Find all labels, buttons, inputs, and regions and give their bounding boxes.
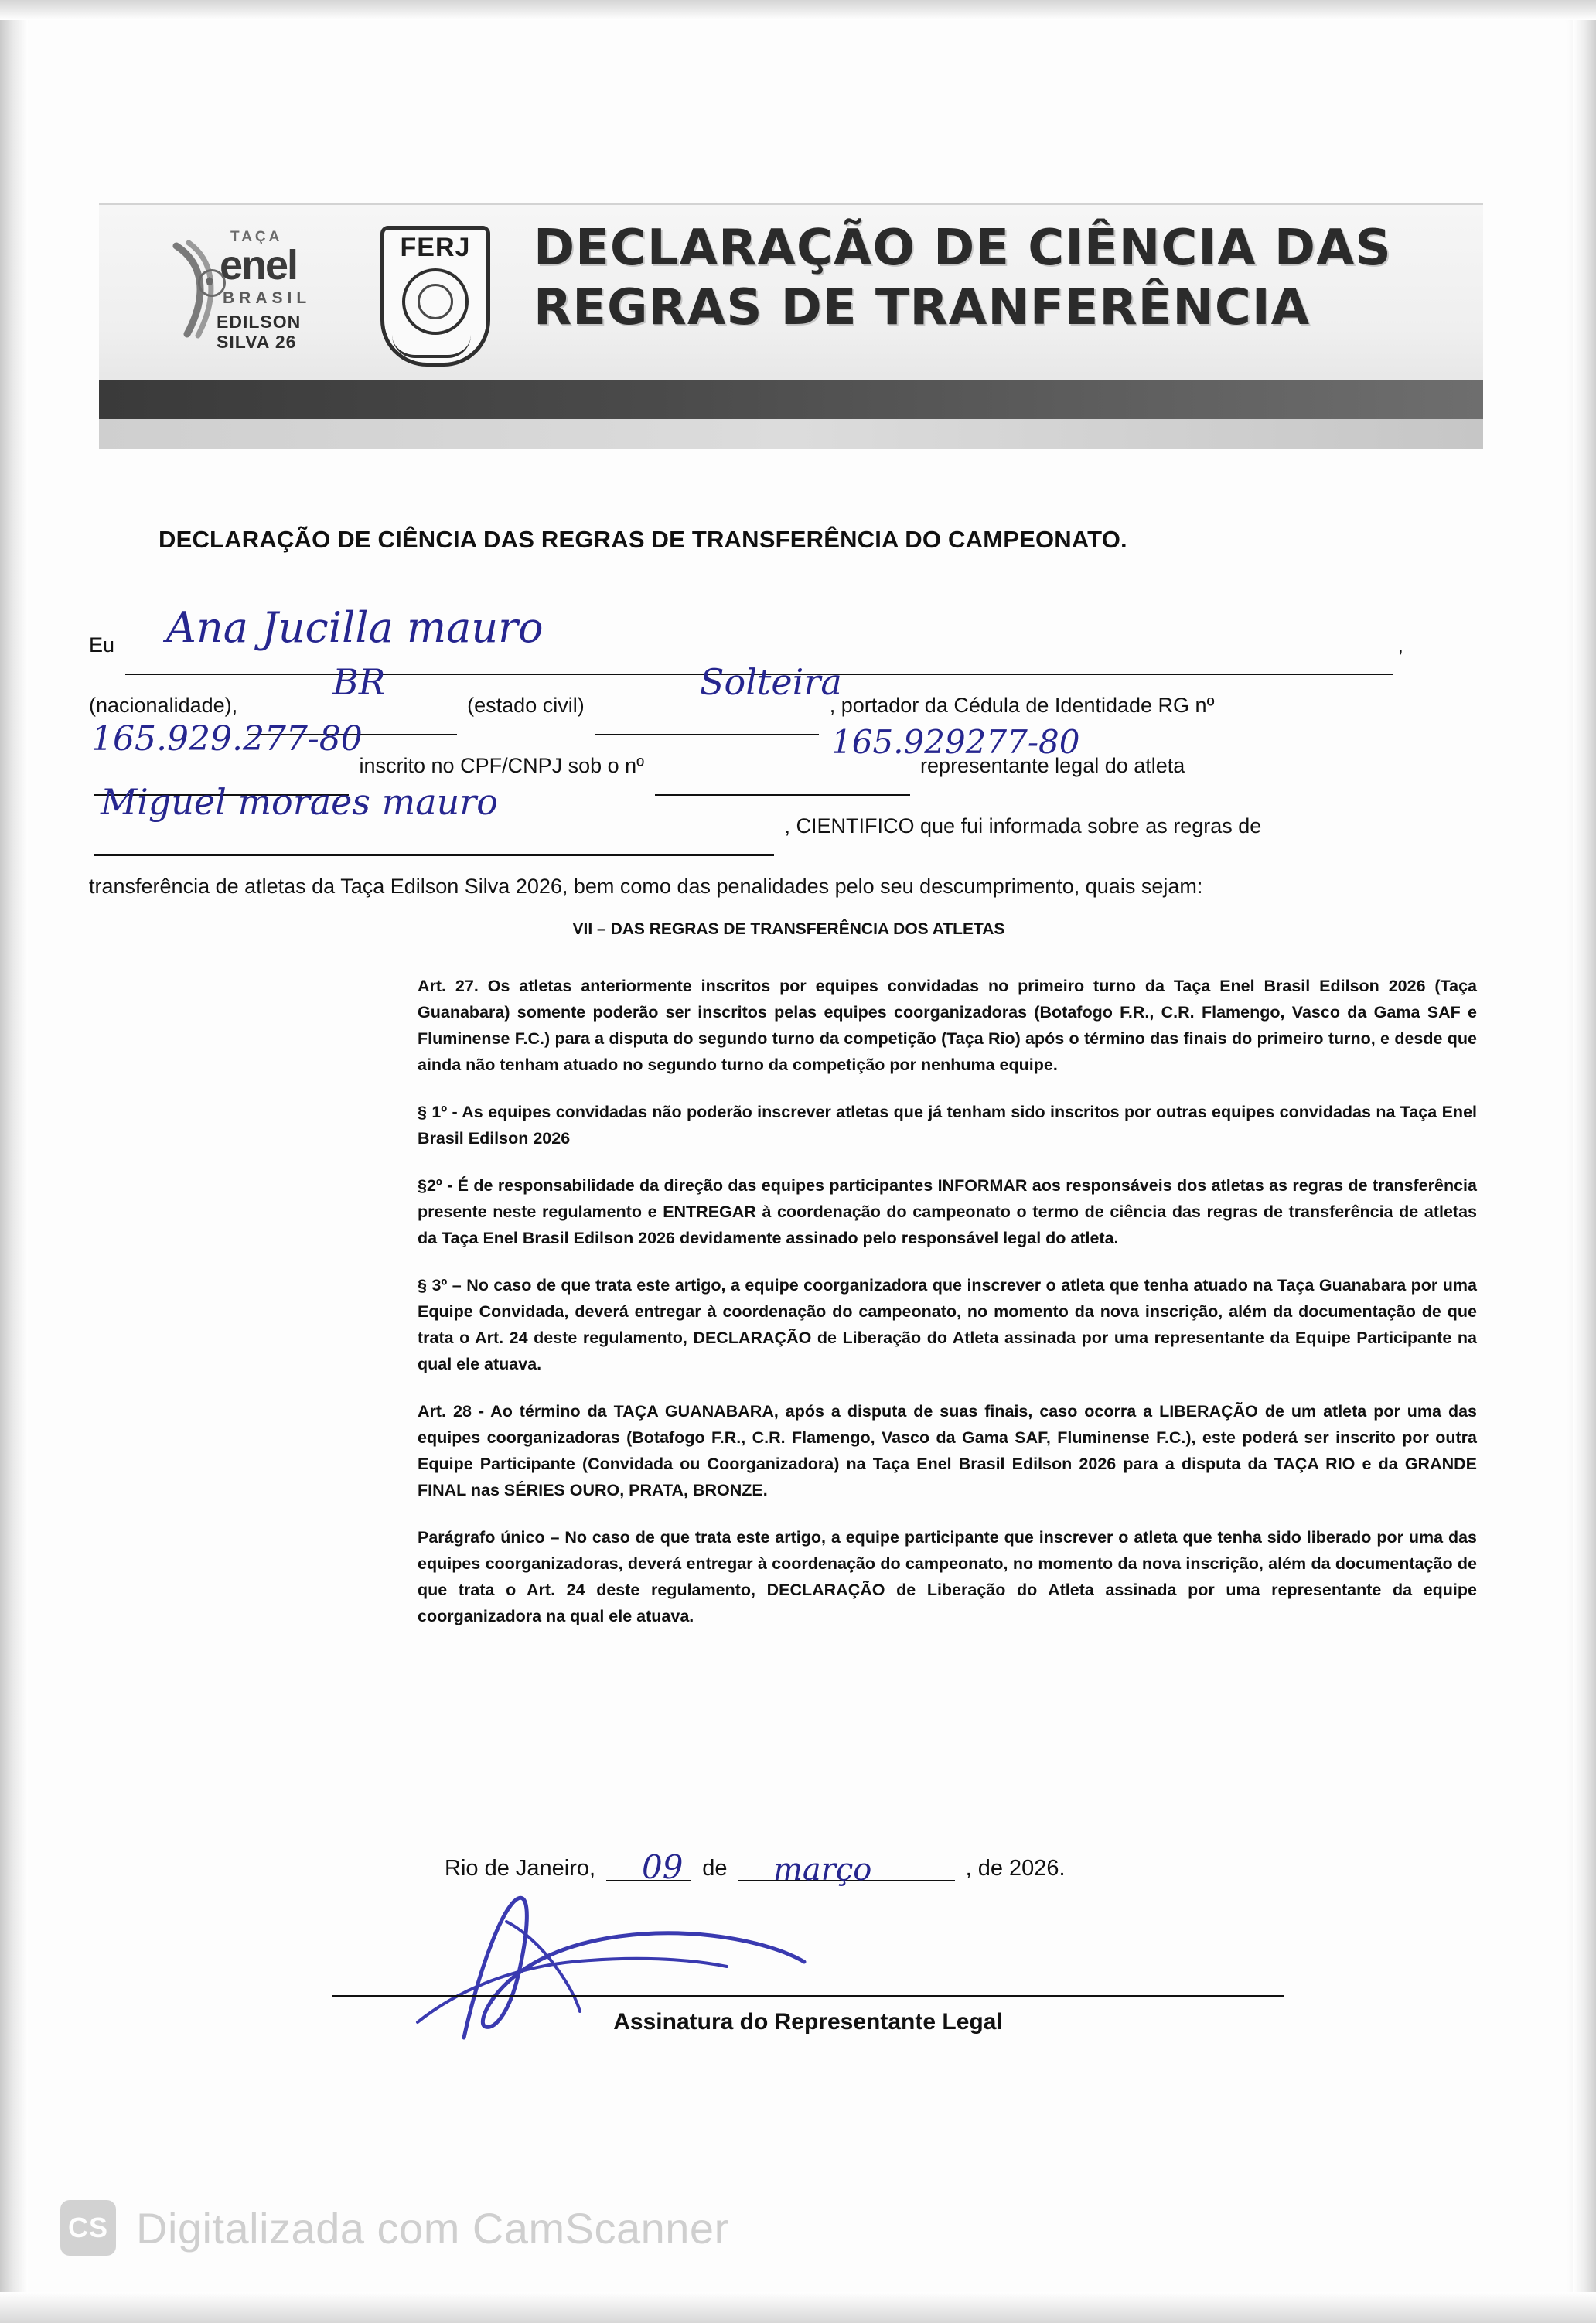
form-line-name: [89, 615, 1489, 675]
label-place: Rio de Janeiro,: [445, 1856, 596, 1881]
header-grey-stripe: [99, 419, 1483, 449]
camscanner-watermark: [60, 2200, 729, 2256]
signature-rule: [332, 1995, 1284, 1997]
logo-taca-text: TAÇA: [230, 229, 283, 245]
regulation-paragraph: Art. 28 - Ao término da TAÇA GUANABARA, após a disputa de suas finais, caso ocorra a LIBERAÇÃO de um atleta por uma das equipes coorganizadoras (Botafogo F.R., C.R. Flamengo, Vasco da Gama SAF, Fluminense F.C.), este poderá ser inscrito por outra Equipe Participante (Convidada ou Coorganizadora) na Taça Enel Brasil Edilson 2026 para a disputa da TAÇA RIO e da GRANDE FINAL nas SÉRIES OURO, PRATA, BRONZE.: [418, 1402, 1477, 1499]
taca-enel-brasil-logo: [172, 224, 350, 363]
label-transfer-rules: transferência de atletas da Taça Edilson Silva 2026, bem como das penalidades pelo seu descumprimento, quais sejam:: [89, 875, 1203, 898]
label-year: , de 2026.: [965, 1856, 1066, 1881]
nationality-field-rule[interactable]: [248, 711, 457, 735]
ferj-crest-logo: [380, 226, 490, 367]
month-field-rule[interactable]: [738, 1857, 955, 1881]
label-de: de: [702, 1856, 728, 1881]
logo-edilson-text: EDILSON: [217, 312, 302, 332]
banner-title: [534, 220, 1446, 337]
handwritten-athlete-name: Miguel moraes mauro: [101, 781, 498, 823]
regulation-paragraph: Art. 27. Os atletas anteriormente inscritos por equipes convidadas no primeiro turno da Taça Enel Brasil Edilson 2026 (Taça Guanabara) somente poderão ser inscritos pelas equipes coorganizadoras (Botafogo F.R., C.R. Flamengo, Vasco da Gama SAF e Fluminense F.C.) para a disputa do segundo turno da competição (Taça Rio) após o término das finais do primeiro turno, e desde que ainda não tenham atuado no segundo turno da competição por nenhuma equipe.: [418, 977, 1477, 1074]
camscanner-badge-icon: CS: [60, 2200, 116, 2256]
label-representante: representante legal do atleta: [920, 754, 1185, 777]
regulation-paragraph: § 1º - As equipes convidadas não poderão inscrever atletas que já tenham sido inscritos por outras equipes convidadas na Taça Enel Brasil Edilson 2026: [418, 1103, 1477, 1148]
athlete-field-rule[interactable]: [94, 831, 774, 856]
banner-title-line1: DECLARAÇÃO DE CIÊNCIA DAS: [534, 220, 1392, 277]
camscanner-watermark-text: Digitalizada com CamScanner: [136, 2203, 729, 2253]
handwritten-rg: 165.929.277-80: [91, 719, 363, 759]
ferj-label: FERJ: [400, 233, 471, 262]
form-line-closing: [89, 856, 1489, 916]
handwritten-marital-status: Solteira: [700, 661, 842, 703]
form-line-athlete: [89, 796, 1489, 856]
banner-title-line2: REGRAS DE TRANFERÊNCIA: [534, 279, 1311, 337]
label-nacionalidade: (nacionalidade),: [89, 694, 238, 717]
comma-after-name: ,: [1397, 633, 1404, 657]
signature-caption: Assinatura do Representante Legal: [613, 2009, 1003, 2035]
handwritten-month: março: [773, 1852, 872, 1888]
label-rg: , portador da Cédula de Identidade RG nº: [829, 694, 1215, 717]
place-and-date-line: [445, 1856, 1066, 1881]
day-field-rule[interactable]: [606, 1857, 691, 1881]
handwritten-cpf: 165.929277-80: [831, 723, 1080, 761]
ferj-crest-icon: [402, 268, 469, 335]
scan-shadow-right: [1573, 0, 1596, 2323]
regulation-body: [418, 973, 1477, 1650]
handwritten-nationality: BR: [332, 661, 386, 703]
label-cientifico: , CIENTIFICO que fui informada sobre as regras de: [784, 814, 1262, 837]
handwritten-name: Ana Jucilla mauro: [166, 603, 544, 652]
logo-brasil-text: BRASIL: [223, 289, 312, 307]
handwritten-day: 09: [642, 1848, 684, 1886]
regulation-heading: VII – DAS REGRAS DE TRANSFERÊNCIA DOS ATLETAS: [572, 920, 1005, 938]
cpf-field-rule[interactable]: [655, 771, 910, 796]
ferj-crest-arc: [392, 335, 471, 358]
label-cpf: inscrito no CPF/CNPJ sob o nº: [359, 754, 645, 777]
label-eu: Eu: [89, 633, 115, 657]
label-estado-civil: (estado civil): [467, 694, 585, 717]
header-dark-stripe: [99, 380, 1483, 419]
declaration-form-fields: [89, 615, 1489, 916]
form-line-nationality: [89, 675, 1489, 735]
regulation-paragraph: §2º - É de responsabilidade da direção das equipes participantes INFORMAR aos responsáveis dos atletas as regras de transferência presente neste regulamento e ENTREGAR à coordenação do campeonato o termo de ciência das regras de transferência de atletas da Taça Enel Brasil Edilson 2026 devidamente assinado pelo responsável legal do atleta.: [418, 1176, 1477, 1247]
logo-enel-text: enel: [220, 242, 298, 288]
regulation-paragraph: Parágrafo único – No caso de que trata este artigo, a equipe participante que inscrever o atleta que tenha sido liberado por uma das equipes coorganizadoras, deverá entregar à coordenação do campeonato, no momento da nova inscrição, além da documentação de que trata o Art. 24 deste regulamento, DECLARAÇÃO de Liberação do Atleta assinada por uma representante da equipe coorganizadora na qual ele atuava.: [418, 1528, 1477, 1625]
page-title: DECLARAÇÃO DE CIÊNCIA DAS REGRAS DE TRANSFERÊNCIA DO CAMPEONATO.: [159, 526, 1127, 553]
rg-field-rule[interactable]: [94, 771, 349, 796]
form-line-cpf: [89, 735, 1489, 796]
logo-silva-text: SILVA 26: [217, 332, 297, 352]
marital-status-field-rule[interactable]: [595, 711, 819, 735]
name-field-rule[interactable]: [125, 650, 1393, 675]
regulation-paragraph: § 3º – No caso de que trata este artigo, a equipe coorganizadora que inscrever o atleta que tenha atuado na Taça Guanabara por uma Equipe Convidada, deverá entregar à coordenação do campeonato, no momento da nova inscrição, além da documentação de que trata o Art. 24 deste regulamento, DECLARAÇÃO de Liberação do Atleta assinada por uma representante da Equipe Participante na qual ele atuava.: [418, 1276, 1477, 1373]
